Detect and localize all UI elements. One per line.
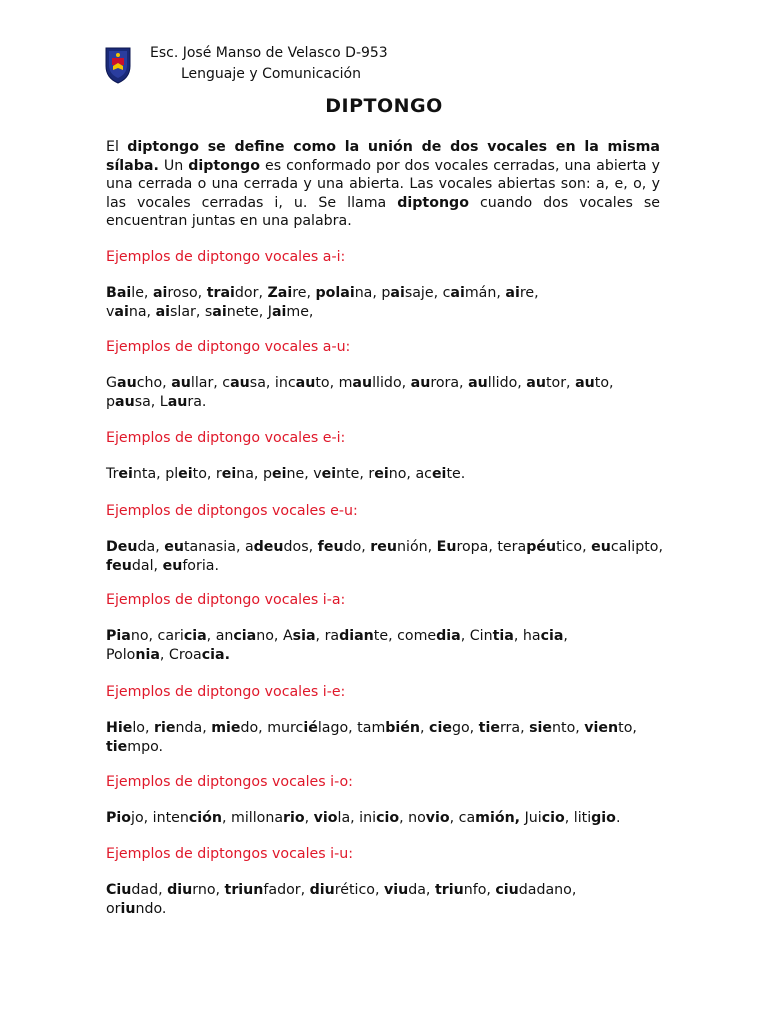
intro-text: es conformado por dos vocales cerradas, una abierta y una cerrada o una cerrada y una abierta. Las vocales abiertas son: a, e, o, y las vocales cerradas i, u. Se llama <box>106 157 660 211</box>
example-section <box>106 338 706 411</box>
example-words: Hielo, rienda, miedo, murciélago, también, ciego, tierra, siento, viento, tiempo. <box>106 720 637 755</box>
example-section <box>106 773 706 828</box>
example-section <box>106 683 706 756</box>
intro-text: cuando dos vocales se encuentran juntas en una palabra. <box>106 194 660 229</box>
example-words: Piojo, intención, millonario, viola, inicio, novio, camión, Juicio, litigio. <box>106 810 621 826</box>
document-header <box>104 43 704 93</box>
example-words: Gaucho, aullar, causa, incauto, maullido, aurora, aullido, autor, auto, pausa, Laura. <box>106 375 614 410</box>
intro-bold-text: diptongo <box>188 157 260 174</box>
intro-paragraph <box>106 138 660 231</box>
section-heading: Ejemplos de diptongos vocales e-u: <box>106 503 358 519</box>
section-heading: Ejemplos de diptongo vocales e-i: <box>106 430 346 446</box>
example-section <box>106 502 706 575</box>
example-words: Deuda, eutanasia, adeudos, feudo, reunión, Europa, terapéutico, eucalipto, feudal, euforia. <box>106 539 663 574</box>
example-words: Treinta, pleito, reina, peine, veinte, reino, aceite. <box>106 466 466 482</box>
section-heading: Ejemplos de diptongo vocales a-u: <box>106 339 351 355</box>
section-heading: Ejemplos de diptongo vocales a-i: <box>106 249 346 265</box>
example-words: Baile, airoso, traidor, Zaire, polaina, paisaje, caimán, aire, vaina, aislar, sainete, Jaime, <box>106 285 539 320</box>
section-heading: Ejemplos de diptongo vocales i-e: <box>106 684 346 700</box>
section-heading: Ejemplos de diptongos vocales i-o: <box>106 774 353 790</box>
intro-bold-text: diptongo <box>397 194 469 211</box>
example-words: Ciudad, diurno, triunfador, diurético, viuda, triunfo, ciudadano, oriundo. <box>106 882 577 917</box>
example-section <box>106 429 706 484</box>
school-crest-icon <box>104 46 132 84</box>
intro-text: El <box>106 139 128 155</box>
example-words: Piano, caricia, anciano, Asia, radiante, comedia, Cintia, hacia, Polonia, Croacia. <box>106 628 568 663</box>
section-heading: Ejemplos de diptongos vocales i-u: <box>106 846 353 862</box>
page-title: DIPTONGO <box>325 95 443 117</box>
school-name: Esc. José Manso de Velasco D-953 <box>150 45 388 61</box>
intro-bold-text: diptongo se define como la unión de dos vocales en la misma sílaba. <box>106 139 660 174</box>
example-section <box>106 248 706 321</box>
subject-name: Lenguaje y Comunicación <box>181 66 361 82</box>
example-section <box>106 845 706 918</box>
section-heading: Ejemplos de diptongo vocales i-a: <box>106 592 346 608</box>
intro-text: Un <box>158 157 189 174</box>
example-section <box>106 591 706 664</box>
